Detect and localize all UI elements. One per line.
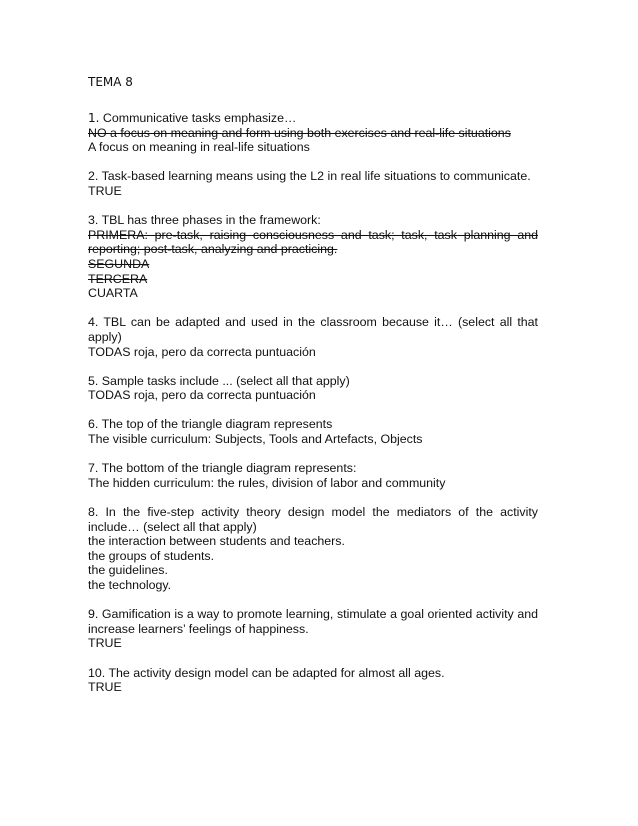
answer: A focus on meaning in real-life situations (88, 140, 310, 155)
question-10 (88, 666, 538, 695)
question-number: 8. (88, 505, 99, 520)
document-title: TEMA 8 (88, 75, 133, 89)
answer: TRUE (88, 636, 122, 651)
struck-answer: TERCERA (88, 271, 148, 286)
question-text: Sample tasks include ... (select all that apply) (101, 373, 350, 388)
question-prompt (88, 213, 538, 228)
struck-answer: SEGUNDA (88, 256, 150, 271)
question-9 (88, 607, 538, 651)
question-text: TBL can be adapted and used in the classroom because it… (select all that apply) (88, 315, 538, 344)
question-number: 1. (88, 111, 100, 125)
question-number: 2. (88, 169, 99, 184)
answer: TRUE (88, 183, 122, 198)
question-number: 9. (88, 607, 99, 622)
question-number: 5. (88, 373, 99, 388)
struck-answer: NO a focus on meaning and form using both exercises and real-life situations (88, 125, 511, 140)
question-3 (88, 213, 538, 301)
question-prompt (88, 169, 538, 184)
question-text: Communicative tasks emphasize… (102, 111, 297, 125)
question-number: 6. (88, 417, 99, 432)
question-prompt (88, 607, 538, 636)
answer: the interaction between students and teachers. (88, 534, 345, 549)
question-number: 7. (88, 461, 99, 476)
answer: TODAS roja, pero da correcta puntuación (88, 344, 316, 359)
question-text: The activity design model can be adapted for almost all ages. (108, 665, 445, 680)
answer: The visible curriculum: Subjects, Tools and Artefacts, Objects (88, 432, 423, 447)
question-text: Task-based learning means using the L2 in real life situations to communicate. (101, 169, 531, 184)
question-2 (88, 169, 538, 198)
question-text: The bottom of the triangle diagram represents: (101, 461, 357, 476)
question-text: Gamification is a way to promote learning, stimulate a goal oriented activity and increase learners’ feelings of happiness. (88, 607, 538, 636)
question-prompt (88, 666, 538, 681)
question-prompt (88, 505, 538, 534)
answer: TODAS roja, pero da correcta puntuación (88, 388, 316, 403)
answer: TRUE (88, 680, 122, 695)
question-6 (88, 417, 538, 446)
question-number: 3. (88, 213, 99, 228)
question-prompt (88, 461, 538, 476)
question-text: TBL has three phases in the framework: (101, 213, 321, 228)
answer: the groups of students. (88, 548, 215, 563)
question-text: In the five-step activity theory design model the mediators of the activity include… (select all that apply) (88, 505, 538, 534)
question-number: 10. (88, 665, 106, 680)
answer: the technology. (88, 578, 172, 592)
question-7 (88, 461, 538, 490)
question-number: 4. (88, 315, 99, 330)
question-text: The top of the triangle diagram represents (101, 417, 333, 432)
question-prompt (88, 111, 538, 126)
struck-answer: PRIMERA: pre-task, raising consciousness and task; task, task planning and reporting; post-task, analyzing and practicing. (88, 227, 538, 257)
question-prompt (88, 417, 538, 432)
question-prompt (88, 374, 538, 389)
answer: CUARTA (88, 286, 138, 301)
question-5 (88, 374, 538, 403)
answer: the guidelines. (88, 563, 168, 578)
question-list (88, 111, 538, 709)
question-prompt (88, 315, 538, 344)
answer: The hidden curriculum: the rules, division of labor and community (88, 475, 446, 490)
question-1 (88, 111, 538, 155)
question-8 (88, 505, 538, 593)
question-4 (88, 315, 538, 359)
